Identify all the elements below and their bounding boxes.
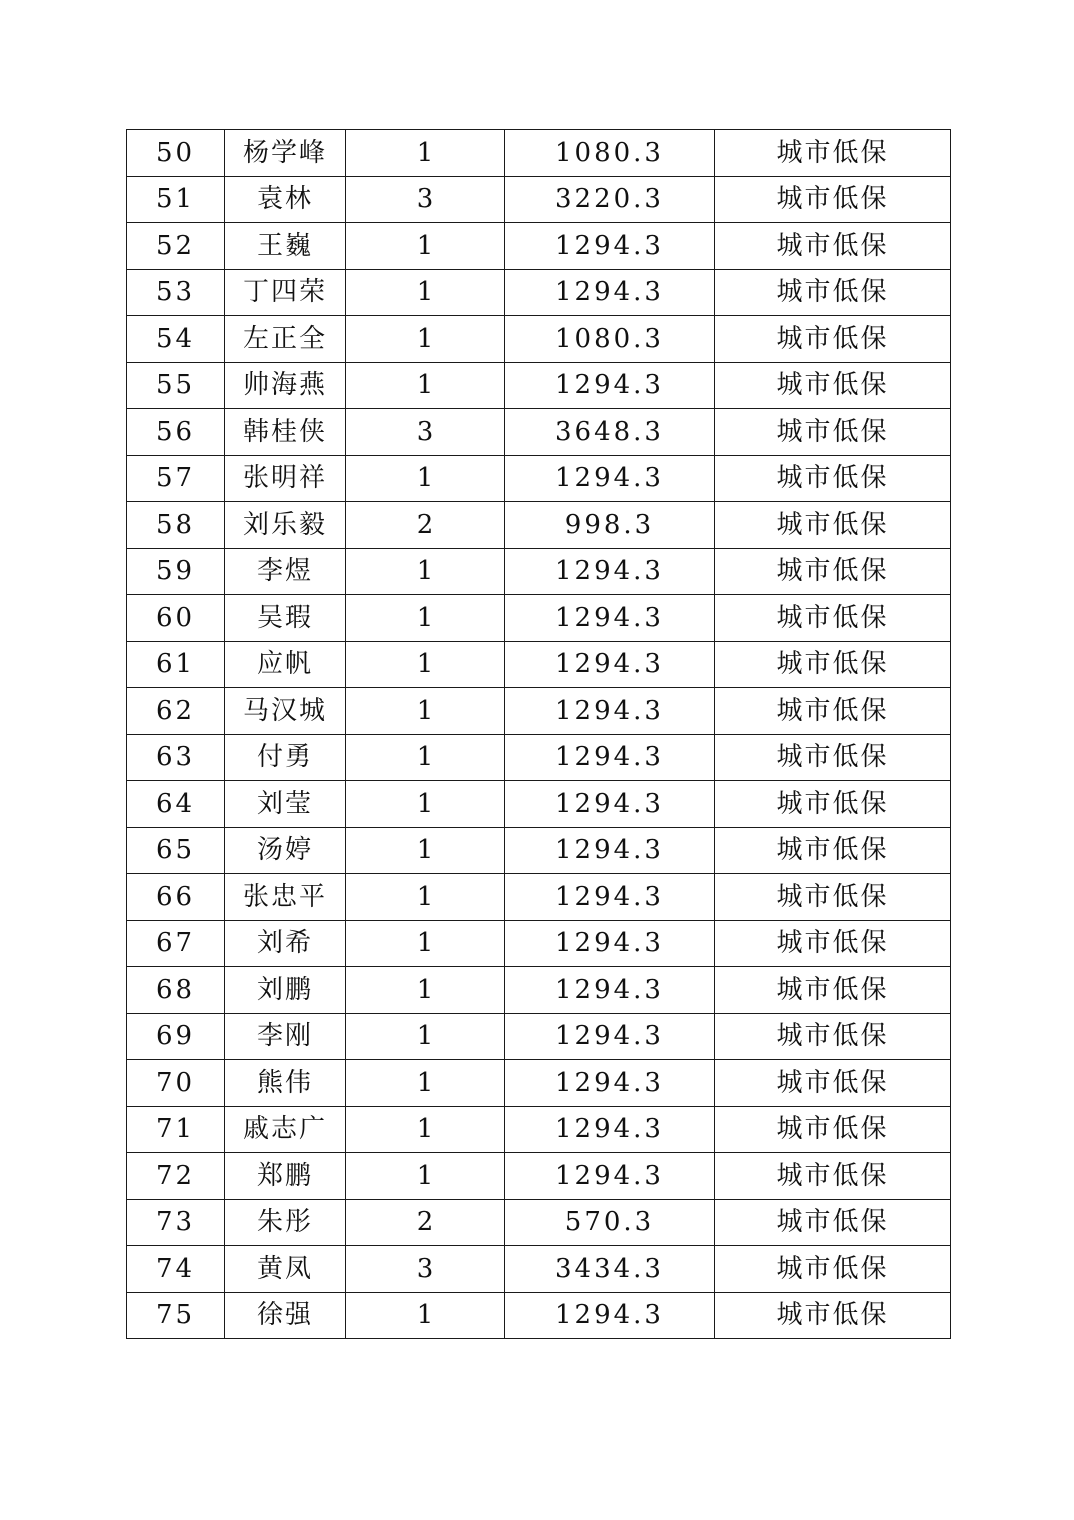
amount-cell: 3648.3 [505, 409, 715, 456]
household-count-cell: 1 [346, 316, 505, 363]
assistance-type-cell: 城市低保 [715, 1292, 951, 1339]
assistance-type-cell: 城市低保 [715, 734, 951, 781]
amount-cell: 1080.3 [505, 130, 715, 177]
roster-table-body [127, 130, 951, 1339]
recipient-name-cell: 韩桂侠 [225, 409, 346, 456]
amount-cell: 1294.3 [505, 1060, 715, 1107]
recipient-name-cell: 刘乐毅 [225, 502, 346, 549]
recipient-name-cell: 付勇 [225, 734, 346, 781]
amount-cell: 3220.3 [505, 176, 715, 223]
table-row [127, 409, 951, 456]
recipient-name-cell: 张明祥 [225, 455, 346, 502]
amount-cell: 1294.3 [505, 223, 715, 270]
recipient-name-cell: 丁四荣 [225, 269, 346, 316]
recipient-name-cell: 张忠平 [225, 874, 346, 921]
row-index-cell: 61 [127, 641, 225, 688]
assistance-type-cell: 城市低保 [715, 827, 951, 874]
household-count-cell: 1 [346, 130, 505, 177]
amount-cell: 1294.3 [505, 362, 715, 409]
table-row [127, 1106, 951, 1153]
recipient-name-cell: 马汉城 [225, 688, 346, 735]
amount-cell: 570.3 [505, 1199, 715, 1246]
assistance-type-cell: 城市低保 [715, 1106, 951, 1153]
recipient-name-cell: 熊伟 [225, 1060, 346, 1107]
table-row [127, 1199, 951, 1246]
table-row [127, 223, 951, 270]
recipient-name-cell: 徐强 [225, 1292, 346, 1339]
table-row [127, 176, 951, 223]
household-count-cell: 1 [346, 967, 505, 1014]
household-count-cell: 1 [346, 781, 505, 828]
amount-cell: 3434.3 [505, 1246, 715, 1293]
amount-cell: 1294.3 [505, 269, 715, 316]
amount-cell: 1294.3 [505, 688, 715, 735]
household-count-cell: 1 [346, 362, 505, 409]
table-row [127, 874, 951, 921]
row-index-cell: 67 [127, 920, 225, 967]
household-count-cell: 3 [346, 1246, 505, 1293]
amount-cell: 1294.3 [505, 641, 715, 688]
assistance-type-cell: 城市低保 [715, 595, 951, 642]
table-row [127, 1153, 951, 1200]
row-index-cell: 70 [127, 1060, 225, 1107]
household-count-cell: 1 [346, 688, 505, 735]
table-row [127, 316, 951, 363]
recipient-name-cell: 帅海燕 [225, 362, 346, 409]
assistance-type-cell: 城市低保 [715, 130, 951, 177]
assistance-type-cell: 城市低保 [715, 409, 951, 456]
amount-cell: 1294.3 [505, 827, 715, 874]
recipient-name-cell: 王巍 [225, 223, 346, 270]
row-index-cell: 52 [127, 223, 225, 270]
household-count-cell: 1 [346, 1106, 505, 1153]
recipient-name-cell: 袁林 [225, 176, 346, 223]
row-index-cell: 57 [127, 455, 225, 502]
household-count-cell: 1 [346, 595, 505, 642]
assistance-type-cell: 城市低保 [715, 1199, 951, 1246]
table-row [127, 455, 951, 502]
assistance-type-cell: 城市低保 [715, 1013, 951, 1060]
assistance-type-cell: 城市低保 [715, 502, 951, 549]
recipient-name-cell: 刘希 [225, 920, 346, 967]
recipient-name-cell: 朱彤 [225, 1199, 346, 1246]
household-count-cell: 1 [346, 1013, 505, 1060]
row-index-cell: 71 [127, 1106, 225, 1153]
row-index-cell: 55 [127, 362, 225, 409]
table-row [127, 1246, 951, 1293]
amount-cell: 998.3 [505, 502, 715, 549]
row-index-cell: 65 [127, 827, 225, 874]
row-index-cell: 56 [127, 409, 225, 456]
amount-cell: 1294.3 [505, 548, 715, 595]
household-count-cell: 2 [346, 502, 505, 549]
assistance-type-cell: 城市低保 [715, 641, 951, 688]
recipient-name-cell: 左正全 [225, 316, 346, 363]
assistance-type-cell: 城市低保 [715, 688, 951, 735]
assistance-type-cell: 城市低保 [715, 874, 951, 921]
amount-cell: 1294.3 [505, 1292, 715, 1339]
recipient-name-cell: 刘莹 [225, 781, 346, 828]
recipient-name-cell: 戚志广 [225, 1106, 346, 1153]
household-count-cell: 1 [346, 874, 505, 921]
household-count-cell: 1 [346, 1060, 505, 1107]
table-row [127, 1060, 951, 1107]
recipient-name-cell: 汤婷 [225, 827, 346, 874]
row-index-cell: 62 [127, 688, 225, 735]
household-count-cell: 3 [346, 409, 505, 456]
table-row [127, 920, 951, 967]
subsidy-roster-table [126, 129, 951, 1339]
table-row [127, 1013, 951, 1060]
recipient-name-cell: 吴瑕 [225, 595, 346, 642]
table-row [127, 1292, 951, 1339]
recipient-name-cell: 黄凤 [225, 1246, 346, 1293]
amount-cell: 1294.3 [505, 874, 715, 921]
amount-cell: 1294.3 [505, 455, 715, 502]
amount-cell: 1080.3 [505, 316, 715, 363]
row-index-cell: 66 [127, 874, 225, 921]
assistance-type-cell: 城市低保 [715, 223, 951, 270]
household-count-cell: 1 [346, 827, 505, 874]
household-count-cell: 1 [346, 548, 505, 595]
assistance-type-cell: 城市低保 [715, 781, 951, 828]
household-count-cell: 2 [346, 1199, 505, 1246]
table-row [127, 502, 951, 549]
row-index-cell: 64 [127, 781, 225, 828]
row-index-cell: 72 [127, 1153, 225, 1200]
table-row [127, 734, 951, 781]
row-index-cell: 54 [127, 316, 225, 363]
recipient-name-cell: 郑鹏 [225, 1153, 346, 1200]
assistance-type-cell: 城市低保 [715, 1246, 951, 1293]
row-index-cell: 60 [127, 595, 225, 642]
recipient-name-cell: 李煜 [225, 548, 346, 595]
household-count-cell: 3 [346, 176, 505, 223]
row-index-cell: 58 [127, 502, 225, 549]
household-count-cell: 1 [346, 641, 505, 688]
row-index-cell: 50 [127, 130, 225, 177]
amount-cell: 1294.3 [505, 1013, 715, 1060]
household-count-cell: 1 [346, 734, 505, 781]
table-row [127, 548, 951, 595]
recipient-name-cell: 李刚 [225, 1013, 346, 1060]
table-row [127, 688, 951, 735]
table-row [127, 269, 951, 316]
table-row [127, 967, 951, 1014]
row-index-cell: 68 [127, 967, 225, 1014]
table-row [127, 362, 951, 409]
table-row [127, 641, 951, 688]
recipient-name-cell: 杨学峰 [225, 130, 346, 177]
row-index-cell: 74 [127, 1246, 225, 1293]
assistance-type-cell: 城市低保 [715, 269, 951, 316]
amount-cell: 1294.3 [505, 920, 715, 967]
recipient-name-cell: 应帆 [225, 641, 346, 688]
assistance-type-cell: 城市低保 [715, 176, 951, 223]
table-row [127, 130, 951, 177]
amount-cell: 1294.3 [505, 781, 715, 828]
amount-cell: 1294.3 [505, 734, 715, 781]
table-row [127, 595, 951, 642]
assistance-type-cell: 城市低保 [715, 920, 951, 967]
amount-cell: 1294.3 [505, 595, 715, 642]
recipient-name-cell: 刘鹏 [225, 967, 346, 1014]
household-count-cell: 1 [346, 223, 505, 270]
household-count-cell: 1 [346, 455, 505, 502]
assistance-type-cell: 城市低保 [715, 1060, 951, 1107]
row-index-cell: 69 [127, 1013, 225, 1060]
assistance-type-cell: 城市低保 [715, 362, 951, 409]
assistance-type-cell: 城市低保 [715, 455, 951, 502]
row-index-cell: 59 [127, 548, 225, 595]
row-index-cell: 63 [127, 734, 225, 781]
assistance-type-cell: 城市低保 [715, 316, 951, 363]
assistance-type-cell: 城市低保 [715, 1153, 951, 1200]
household-count-cell: 1 [346, 1292, 505, 1339]
row-index-cell: 51 [127, 176, 225, 223]
row-index-cell: 75 [127, 1292, 225, 1339]
amount-cell: 1294.3 [505, 1106, 715, 1153]
amount-cell: 1294.3 [505, 1153, 715, 1200]
assistance-type-cell: 城市低保 [715, 967, 951, 1014]
amount-cell: 1294.3 [505, 967, 715, 1014]
row-index-cell: 73 [127, 1199, 225, 1246]
table-row [127, 781, 951, 828]
assistance-type-cell: 城市低保 [715, 548, 951, 595]
row-index-cell: 53 [127, 269, 225, 316]
table-row [127, 827, 951, 874]
household-count-cell: 1 [346, 920, 505, 967]
household-count-cell: 1 [346, 1153, 505, 1200]
household-count-cell: 1 [346, 269, 505, 316]
